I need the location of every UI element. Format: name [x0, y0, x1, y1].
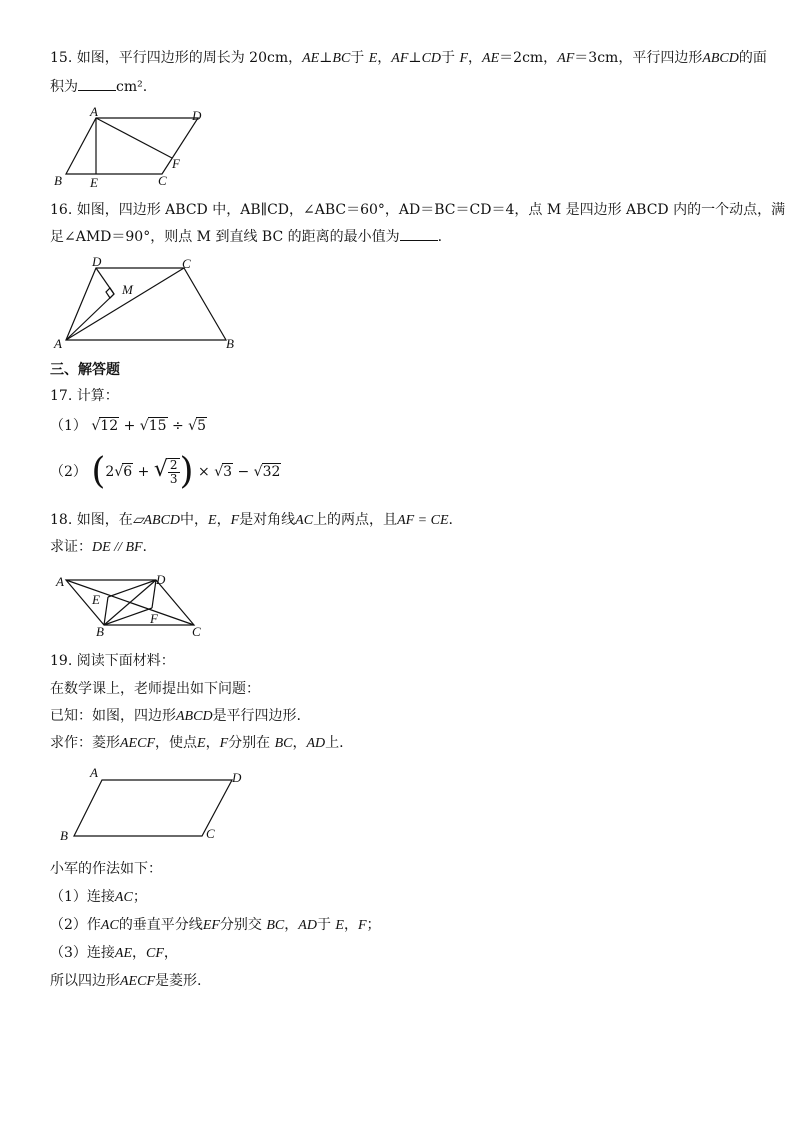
q19-l3g: 分别在	[228, 735, 271, 751]
q16-trapezoid	[66, 268, 226, 340]
q18-label-f: F	[150, 611, 158, 626]
q18-ac: AC	[295, 513, 314, 528]
q18-text1a: 18. 如图，在	[50, 512, 133, 528]
q19-s3a: （3）连接	[50, 945, 115, 961]
q16-figure	[50, 254, 250, 352]
q18-label-a: A	[56, 574, 64, 589]
open-paren-icon: (	[91, 451, 106, 492]
q19-l5c: 是菱形.	[155, 973, 202, 989]
q18-text2a: 求证：	[50, 539, 92, 555]
q16-right-angle-mark	[106, 288, 114, 298]
q15-at: 于	[350, 50, 365, 66]
q15-af-segment	[96, 118, 172, 158]
q19-s2f: BC	[266, 918, 285, 933]
q19-l3a: 求作：菱形	[50, 735, 120, 751]
q15-label-a: A	[90, 104, 98, 119]
q19-step2	[50, 915, 381, 936]
q15-eq3: ＝3cm，平行四边形	[574, 50, 703, 66]
q19-l3i: ，	[292, 735, 307, 751]
q19-l2c: 是平行四边形.	[212, 708, 302, 724]
q15-ae2: AE	[482, 51, 500, 66]
q17-p2-times: ×	[198, 464, 210, 480]
q19-s3c: ，	[132, 945, 147, 961]
q19-step3	[50, 943, 178, 964]
q15-perp2: ⊥	[408, 50, 422, 66]
q19-l2a: 已知：如图，四边形	[50, 708, 176, 724]
q15-line1	[50, 48, 767, 69]
q19-s2h: AD	[298, 918, 317, 933]
q15-label-b: B	[54, 173, 62, 188]
q18-comma: ，	[216, 512, 231, 528]
q15-af2: AF	[557, 51, 575, 66]
q17-p2-coef: 2	[105, 464, 115, 480]
q15-area-tail: 的面	[738, 50, 767, 66]
q19-label-d: D	[232, 770, 242, 785]
sqrt-icon: √	[91, 418, 101, 434]
q19-s2i: 于	[316, 917, 331, 933]
q19-l3b: AECF	[120, 736, 155, 751]
q19-s1b: AC	[114, 890, 133, 905]
q19-l3d: E	[197, 736, 206, 751]
q15-answer-blank[interactable]	[78, 76, 116, 91]
q19-label-a: A	[90, 765, 98, 780]
q17-p1-div: ÷	[171, 418, 184, 434]
q17-p2-minus: −	[237, 464, 250, 480]
q19-s2c: 的垂直平分线	[118, 917, 203, 933]
q15-comma: ，	[377, 50, 392, 66]
q16-diagonal-ac	[66, 268, 184, 340]
q18-text1b: 中，	[180, 512, 209, 528]
close-paren-icon: )	[179, 451, 194, 492]
q18-parallelogram-name: ▱ABCD	[132, 513, 181, 528]
q18-line2	[50, 537, 147, 558]
q17-p2-numerator: 2	[169, 458, 178, 472]
q19-s2b: AC	[100, 918, 119, 933]
q19-l3f: F	[219, 736, 229, 751]
q17-title	[50, 386, 119, 406]
q19-l3h: BC	[274, 736, 293, 751]
sqrt-icon: √	[214, 464, 224, 480]
q18-f: F	[230, 513, 240, 528]
q15-bc: BC	[332, 51, 351, 66]
q16-label-a: A	[54, 336, 62, 351]
q15-eq2: ＝2cm，	[499, 50, 558, 66]
q15-at2: 于	[441, 50, 456, 66]
q19-figure	[58, 764, 258, 846]
q19-s2l: F	[357, 918, 367, 933]
q19-line2	[50, 706, 301, 727]
q18-label-d: D	[156, 572, 166, 587]
q19-s2m: ；	[366, 917, 381, 933]
sqrt-icon: √	[153, 457, 168, 482]
q19-l2b: ABCD	[176, 709, 213, 724]
q17-p1-radicand2: 15	[148, 418, 167, 434]
q17-p1-label: （1）	[50, 418, 87, 434]
sqrt-icon: √	[114, 464, 124, 480]
q19-s3d: CF	[146, 946, 164, 961]
q18-diagonal-bd	[104, 580, 156, 625]
sqrt-icon: √	[139, 418, 149, 434]
q15-perp: ⊥	[319, 50, 333, 66]
q16-text1: 16. 如图，四边形 ABCD 中，AB∥CD，∠ABC＝60°，AD＝BC＝CD＝4，点 M 是四边形 ABCD 内的一个动点，满	[50, 202, 786, 218]
q19-line1	[50, 679, 260, 699]
q15-af: AF	[391, 51, 409, 66]
q18-segment-bf	[104, 608, 152, 625]
q19-s2k: ，	[343, 917, 358, 933]
q15-label-d: D	[192, 108, 202, 123]
q19-line4	[50, 859, 162, 879]
q16-segment-am	[66, 294, 114, 340]
q19-title-text: 19. 阅读下面材料：	[50, 653, 175, 669]
q19-title	[50, 651, 175, 671]
q15-line2	[50, 76, 147, 97]
q18-figure	[52, 572, 212, 642]
q15-abcd: ABCD	[702, 51, 739, 66]
q19-s2d: EF	[202, 918, 220, 933]
q19-step1	[50, 887, 147, 908]
q18-condition: AF = CE	[397, 513, 449, 528]
q19-label-b: B	[60, 828, 68, 843]
section-title	[50, 360, 120, 380]
q19-label-c: C	[206, 826, 215, 841]
q17-p2-radicand6: 6	[123, 464, 133, 480]
q18-segment-eb	[104, 597, 108, 625]
q18-text1e: .	[448, 512, 453, 528]
q18-text1d: 上的两点，且	[313, 512, 398, 528]
q15-f: F	[459, 51, 469, 66]
q19-l3j: AD	[306, 736, 326, 751]
q19-s2e: 分别交	[219, 917, 262, 933]
q19-s3e: ，	[163, 945, 178, 961]
q19-s2a: （2）作	[50, 917, 101, 933]
q19-conclusion	[50, 971, 201, 992]
q16-answer-blank[interactable]	[400, 226, 438, 241]
q18-text2b: .	[142, 539, 147, 555]
section-title-text: 三、解答题	[50, 362, 120, 378]
q19-s1c: ；	[132, 889, 147, 905]
q19-l3e: ，	[205, 735, 220, 751]
q19-s3b: AE	[114, 946, 133, 961]
q18-text1c: 是对角线	[239, 512, 296, 528]
q15-label-c: C	[158, 173, 167, 188]
q17-p2-fraction	[168, 458, 180, 486]
q17-p2-denominator: 3	[169, 472, 178, 486]
q16-label-c: C	[182, 256, 191, 271]
q19-l1-text: 在数学课上，老师提出如下问题：	[50, 681, 260, 697]
q17-part1	[50, 416, 207, 436]
q16-text2b: .	[437, 229, 443, 245]
q16-label-m: M	[122, 282, 133, 297]
q15-figure	[50, 104, 220, 190]
q17-p2-radicand3: 3	[223, 464, 233, 480]
q17-p1-radicand3: 5	[197, 418, 206, 434]
q16-label-d: D	[92, 254, 102, 269]
q19-l5a: 所以四边形	[50, 973, 120, 989]
q19-l3c: ，使点	[155, 735, 197, 751]
q18-line1	[50, 510, 453, 531]
q18-label-e: E	[92, 592, 100, 607]
q15-text2a: 积为	[50, 79, 78, 95]
q18-claim: DE // BF	[92, 540, 143, 555]
q16-text2a: 足∠AMD＝90°，则点 M 到直线 BC 的距离的最小值为	[50, 229, 400, 245]
q15-label-e: E	[90, 175, 98, 190]
q19-s1a: （1）连接	[50, 889, 115, 905]
q19-s2j: E	[335, 918, 344, 933]
q17-p2-plus: +	[137, 464, 150, 480]
q15-label-f: F	[172, 156, 180, 171]
q19-l4-text: 小军的作法如下：	[50, 861, 162, 877]
q19-l5b: AECF	[120, 974, 155, 989]
q16-label-b: B	[226, 336, 234, 351]
q19-l3k: 上.	[325, 735, 344, 751]
q17-part2	[50, 450, 281, 492]
q18-e: E	[208, 513, 217, 528]
q17-p1-radicand1: 12	[100, 418, 119, 434]
q15-text2b: cm².	[116, 79, 148, 95]
q17-title-text: 17. 计算：	[50, 388, 119, 404]
q15-text: 15. 如图，平行四边形的周长为 20cm，	[50, 50, 303, 66]
q15-cd: CD	[421, 51, 442, 66]
q18-label-b: B	[96, 624, 104, 639]
sqrt-icon: √	[253, 464, 263, 480]
q17-p1-plus: +	[123, 418, 136, 434]
q16-line2	[50, 226, 442, 247]
q15-e: E	[368, 51, 378, 66]
q15-comma2: ，	[468, 50, 483, 66]
q17-p2-label: （2）	[50, 464, 87, 480]
q19-s2g: ，	[284, 917, 299, 933]
q16-line1	[50, 200, 785, 220]
q18-segment-de	[108, 580, 156, 597]
q17-p2-radicand32: 32	[262, 464, 281, 480]
q18-label-c: C	[192, 624, 201, 639]
q15-ae: AE	[302, 51, 320, 66]
q19-line3	[50, 733, 344, 754]
sqrt-icon: √	[188, 418, 198, 434]
